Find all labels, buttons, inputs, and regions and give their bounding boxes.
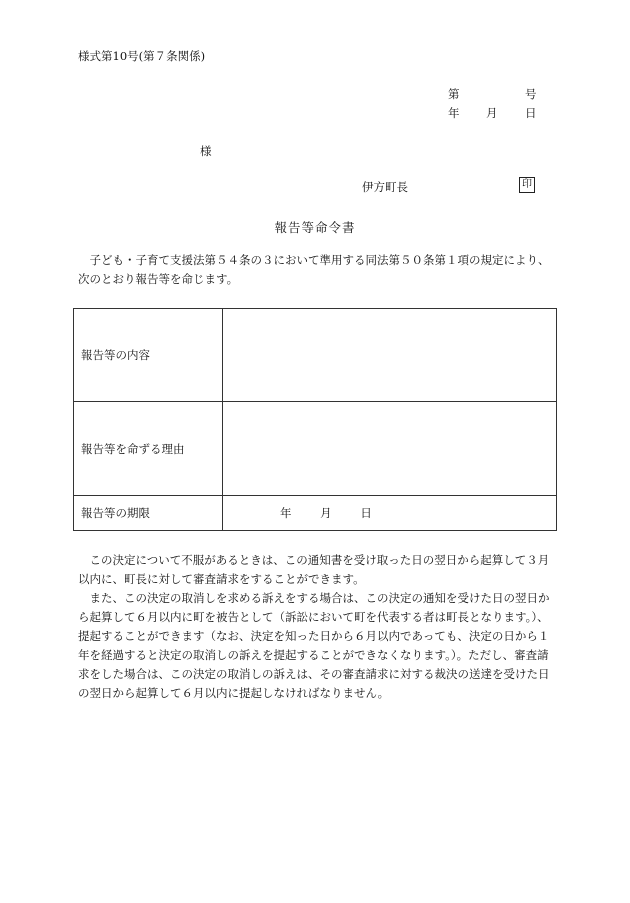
notice-paragraph-2: また、この決定の取消しを求める訴えをする場合は、この決定の通知を受けた日の翌日から起算して６月以内に町を被告として（訴訟において町を代表する者は町長となります。）、提起することができます（なお、決定を知った日から６月以内であっても、決定の日から１年を経過すると決定の取消しの訴えを提起することができなくなります。）。ただし、審査請求をした場合は、この決定の取消しの訴えは、その審査請求に対する裁決の送達を受けた日の翌日から起算して６月以内に提起しなければなりません。 [78,591,550,700]
issuer-name: 伊方町長 [362,180,408,194]
deadline-year: 年 [280,506,292,520]
row-label-deadline: 報告等の期限 [74,496,223,531]
seal-mark: 印 [519,177,535,193]
form-number: 様式第10号(第７条関係) [78,49,206,63]
addressee: 様 [200,144,212,158]
table-row [74,402,557,496]
row-value-reason [223,402,557,496]
date-month: 月 [486,106,498,120]
order-table [73,308,557,531]
appeal-notice [78,551,552,703]
intro-paragraph: 子ども・子育て支援法第５４条の３において準用する同法第５０条第１項の規定により、次のとおり報告等を命じます。 [78,253,550,286]
deadline-month: 月 [320,506,332,520]
table-row [74,309,557,402]
row-label-content: 報告等の内容 [74,309,223,402]
row-value-deadline [223,496,557,531]
row-label-reason: 報告等を命ずる理由 [74,402,223,496]
doc-number-prefix: 第 [448,87,460,101]
deadline-day: 日 [360,506,372,520]
date-day: 日 [525,106,537,120]
doc-number-suffix: 号 [525,87,537,101]
date-year: 年 [448,106,460,120]
document-title: 報告等命令書 [274,220,356,235]
notice-paragraph-1: この決定について不服があるときは、この通知書を受け取った日の翌日から起算して３月以内に、町長に対して審査請求をすることができます。 [78,553,550,586]
row-value-content [223,309,557,402]
table-row [74,496,557,531]
